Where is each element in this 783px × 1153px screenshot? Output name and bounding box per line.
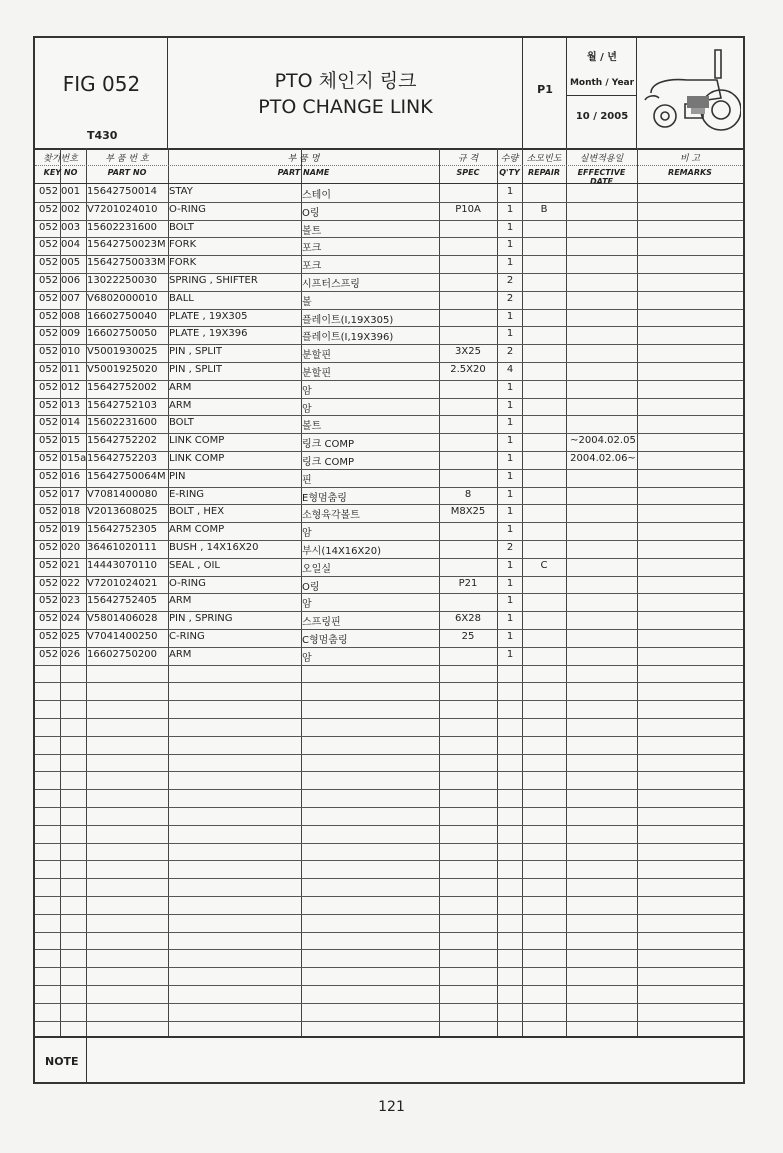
- fig-cell: 052: [39, 488, 59, 500]
- key-no-cell: 011: [61, 364, 81, 375]
- fig-cell: 052: [39, 186, 59, 197]
- repair-cell: B: [540, 203, 548, 215]
- part-name-ko-cell: 암: [302, 385, 312, 397]
- fig-cell: 052: [39, 595, 59, 607]
- fig-cell: 052: [39, 577, 59, 589]
- part-name-ko-cell: 플레이트(I,19X305): [302, 314, 394, 326]
- part-no-cell: V6802000010: [87, 292, 158, 304]
- row-divider: [35, 949, 743, 950]
- key-no-cell: 026: [61, 648, 81, 660]
- table-row: [35, 522, 743, 540]
- row-divider: [35, 771, 743, 772]
- part-name-ko-cell: 링크 COMP: [302, 457, 355, 468]
- month-year-label-ko: 월 / 년: [587, 52, 617, 63]
- title-korean: PTO 체인지 링크: [274, 70, 417, 92]
- table-row: [35, 593, 743, 611]
- part-no-cell: V5001925020: [87, 364, 158, 375]
- qty-cell: 2: [506, 275, 514, 286]
- key-no-cell: 015: [61, 435, 81, 447]
- key-no-cell: 024: [61, 613, 81, 625]
- column-header-ko: 수량: [500, 154, 519, 164]
- table-row: [35, 540, 743, 558]
- qty-cell: 1: [506, 328, 514, 340]
- fig-cell: 052: [39, 328, 59, 340]
- key-no-cell: 019: [61, 524, 81, 536]
- page-cell: [523, 38, 567, 148]
- qty-cell: 1: [506, 506, 514, 518]
- part-name-en-cell: PIN , SPLIT: [169, 364, 223, 375]
- header-subdivider: [35, 165, 743, 166]
- table-row: [35, 576, 743, 594]
- part-no-cell: V7041400250: [87, 631, 158, 642]
- key-no-cell: 020: [61, 542, 81, 553]
- part-no-cell: 15642750014: [87, 186, 157, 197]
- qty-cell: 1: [506, 470, 514, 482]
- column-header: [522, 148, 566, 184]
- qty-cell: 1: [506, 631, 514, 642]
- table-row: [35, 220, 743, 238]
- part-no-cell: V7201024010: [87, 203, 158, 215]
- column-header: [637, 148, 743, 184]
- key-no-cell: 013: [61, 399, 81, 411]
- part-name-ko-cell: 부시(14X16X20): [302, 546, 381, 557]
- fig-cell: 052: [39, 346, 59, 358]
- part-name-ko-cell: 플레이트(I,19X396): [302, 332, 394, 344]
- table-row: [35, 291, 743, 309]
- title-cell: [168, 38, 523, 148]
- column-header-ko: 소모빈도: [526, 154, 562, 164]
- table-row: [35, 237, 743, 255]
- row-divider: [35, 1003, 743, 1004]
- fig-cell: 052: [39, 417, 59, 429]
- row-divider: [35, 932, 743, 933]
- qty-cell: 1: [506, 399, 514, 411]
- column-header-ko: 규 격: [457, 154, 479, 164]
- qty-cell: 2: [506, 346, 514, 358]
- part-name-en-cell: LINK COMP: [169, 435, 225, 447]
- column-header-en: SPEC: [456, 168, 480, 177]
- table-row: [35, 611, 743, 629]
- fig-cell: 052: [39, 399, 59, 411]
- column-header-en: PART NAME: [277, 168, 330, 177]
- row-divider: [35, 967, 743, 968]
- part-name-en-cell: BUSH , 14X16X20: [169, 542, 259, 553]
- key-no-cell: 015a: [61, 453, 87, 464]
- key-no-cell: 021: [61, 559, 81, 571]
- parts-table: [35, 148, 743, 1036]
- key-no-cell: 022: [61, 577, 81, 589]
- column-header-ko: 부 품 명: [287, 154, 320, 164]
- part-no-cell: 15642752305: [87, 524, 157, 536]
- qty-cell: 1: [506, 203, 514, 215]
- key-no-cell: 004: [61, 239, 81, 251]
- part-name-ko-cell: 암: [302, 599, 312, 611]
- key-no-cell: 016: [61, 470, 81, 482]
- qty-cell: 1: [506, 186, 514, 197]
- part-name-en-cell: PIN: [169, 470, 186, 482]
- part-no-cell: 15642752103: [87, 399, 157, 411]
- part-name-en-cell: ARM: [169, 381, 192, 393]
- spec-cell: 25: [461, 631, 475, 642]
- key-no-cell: 009: [61, 328, 81, 340]
- fig-cell: 052: [39, 257, 59, 269]
- part-name-ko-cell: 암: [302, 403, 312, 415]
- fig-cell: 052: [39, 221, 59, 233]
- key-no-cell: 023: [61, 595, 81, 607]
- key-no-cell: 014: [61, 417, 81, 429]
- key-no-cell: 001: [61, 186, 81, 197]
- qty-cell: 1: [506, 381, 514, 393]
- date-cell: [567, 38, 637, 148]
- key-no-cell: 025: [61, 631, 81, 642]
- qty-cell: 1: [506, 239, 514, 251]
- qty-cell: 1: [506, 417, 514, 429]
- part-name-en-cell: SPRING , SHIFTER: [169, 275, 258, 286]
- key-no-cell: 012: [61, 381, 81, 393]
- part-no-cell: V7081400080: [87, 488, 158, 500]
- table-row: [35, 451, 743, 469]
- fig-cell: 052: [39, 453, 59, 464]
- model-number: T430: [87, 129, 118, 142]
- part-no-cell: 15642752203: [87, 453, 157, 464]
- qty-cell: 1: [506, 488, 514, 500]
- tractor-icon: [637, 38, 741, 146]
- part-name-en-cell: PLATE , 19X396: [169, 328, 248, 340]
- row-divider: [35, 825, 743, 826]
- qty-cell: 1: [506, 310, 514, 322]
- table-row: [35, 469, 743, 487]
- table-row: [35, 504, 743, 522]
- part-name-en-cell: PIN , SPRING: [169, 613, 233, 625]
- qty-cell: 1: [506, 453, 514, 464]
- part-no-cell: V7201024021: [87, 577, 158, 589]
- part-name-ko-cell: O링: [302, 581, 320, 593]
- part-no-cell: 16602750050: [87, 328, 157, 340]
- qty-cell: 1: [506, 524, 514, 536]
- fig-cell: 052: [39, 435, 59, 447]
- part-no-cell: 15642750033M: [87, 257, 166, 269]
- part-name-ko-cell: O링: [302, 207, 320, 219]
- column-header: [566, 148, 637, 184]
- part-name-en-cell: BOLT: [169, 417, 194, 429]
- fig-cell: 052: [39, 542, 59, 553]
- spec-cell: P21: [458, 577, 478, 589]
- fig-cell: 052: [39, 506, 59, 518]
- part-name-ko-cell: 시프터스프링: [302, 279, 360, 290]
- note-label: NOTE: [45, 1055, 79, 1068]
- part-no-cell: 15602231600: [87, 221, 157, 233]
- part-name-en-cell: ARM: [169, 399, 192, 411]
- part-name-ko-cell: 볼트: [302, 421, 322, 433]
- table-row: [35, 362, 743, 380]
- part-no-cell: 13022250030: [87, 275, 157, 286]
- part-name-en-cell: ARM COMP: [169, 524, 225, 536]
- column-header: [168, 148, 439, 184]
- part-no-cell: 15642752405: [87, 595, 157, 607]
- part-name-en-cell: E-RING: [169, 488, 205, 500]
- part-name-en-cell: PIN , SPLIT: [169, 346, 223, 358]
- table-row: [35, 202, 743, 220]
- issue-date: 10 / 2005: [575, 111, 629, 122]
- column-header: [497, 148, 522, 184]
- table-row: [35, 558, 743, 576]
- part-name-en-cell: STAY: [169, 186, 193, 197]
- part-name-ko-cell: 분할핀: [302, 368, 331, 379]
- part-name-ko-cell: 분할핀: [302, 350, 331, 362]
- part-name-en-cell: BOLT: [169, 221, 194, 233]
- part-no-cell: 15642750064M: [87, 470, 166, 482]
- column-header-en: PART NO: [107, 168, 147, 177]
- row-divider: [35, 665, 743, 666]
- part-name-ko-cell: 암: [302, 528, 312, 540]
- fig-cell: 052: [39, 524, 59, 536]
- row-divider: [35, 807, 743, 808]
- qty-cell: 1: [506, 595, 514, 607]
- qty-cell: 4: [506, 364, 514, 375]
- month-year-label-en: Month / Year: [569, 78, 635, 88]
- key-no-cell: 006: [61, 275, 81, 286]
- key-no-cell: 002: [61, 203, 81, 215]
- spec-cell: 8: [464, 488, 472, 500]
- spec-cell: 2.5X20: [450, 364, 486, 375]
- part-name-ko-cell: 포크: [302, 261, 322, 273]
- qty-cell: 2: [506, 542, 514, 553]
- key-no-cell: 008: [61, 310, 81, 322]
- row-divider: [35, 843, 743, 844]
- part-name-en-cell: SEAL , OIL: [169, 559, 221, 571]
- part-name-ko-cell: C형멈춤링: [302, 635, 348, 646]
- key-no-cell: 010: [61, 346, 81, 358]
- page-code: P1: [537, 83, 553, 96]
- part-name-en-cell: LINK COMP: [169, 453, 225, 464]
- row-divider: [35, 914, 743, 915]
- row-divider: [35, 985, 743, 986]
- fig-cell: 052: [39, 310, 59, 322]
- part-name-en-cell: BOLT , HEX: [169, 506, 225, 518]
- part-name-en-cell: FORK: [169, 239, 197, 251]
- fig-cell: 052: [39, 631, 59, 642]
- fig-cell: 052: [39, 613, 59, 625]
- key-no-cell: 018: [61, 506, 81, 518]
- part-no-cell: 14443070110: [87, 559, 157, 571]
- part-no-cell: 16602750200: [87, 648, 157, 660]
- row-divider: [35, 700, 743, 701]
- part-name-ko-cell: 핀: [302, 474, 312, 486]
- page-number: 121: [378, 1099, 405, 1115]
- part-no-cell: V5001930025: [87, 346, 158, 358]
- fig-cell: 052: [39, 203, 59, 215]
- fig-cell: 052: [39, 648, 59, 660]
- column-header-en: KEY NO: [43, 168, 78, 177]
- fig-cell: 052: [39, 364, 59, 375]
- row-divider: [35, 736, 743, 737]
- part-name-ko-cell: 볼: [302, 296, 312, 308]
- column-header-ko: 부 품 번 호: [105, 154, 149, 164]
- qty-cell: 1: [506, 577, 514, 589]
- table-row: [35, 184, 743, 202]
- part-name-ko-cell: 오일실: [302, 563, 331, 575]
- part-no-cell: 16602750040: [87, 310, 157, 322]
- spec-cell: M8X25: [450, 506, 486, 518]
- column-header-en: REPAIR: [527, 168, 561, 177]
- qty-cell: 1: [506, 648, 514, 660]
- part-no-cell: 15642750023M: [87, 239, 166, 251]
- table-row: [35, 344, 743, 362]
- column-header-en: EFFECTIVE DATE: [577, 168, 626, 186]
- part-no-cell: V5801406028: [87, 613, 158, 625]
- key-no-cell: 017: [61, 488, 81, 500]
- row-divider: [35, 754, 743, 755]
- qty-cell: 1: [506, 221, 514, 233]
- part-name-en-cell: O-RING: [169, 577, 206, 589]
- key-no-cell: 007: [61, 292, 81, 304]
- figure-cell: [35, 38, 168, 148]
- column-header: [35, 148, 86, 184]
- part-name-ko-cell: 스테이: [302, 190, 331, 201]
- column-header-en: REMARKS: [668, 168, 712, 177]
- column-header-ko: 실변적용일: [579, 154, 624, 164]
- fig-cell: 052: [39, 559, 59, 571]
- part-no-cell: 15642752202: [87, 435, 157, 447]
- key-no-cell: 005: [61, 257, 81, 269]
- note-label-cell: [35, 1038, 87, 1084]
- column-header: [439, 148, 497, 184]
- tractor-illustration: [637, 38, 743, 148]
- title-english: PTO CHANGE LINK: [258, 96, 433, 118]
- part-name-ko-cell: 포크: [302, 243, 322, 255]
- part-name-en-cell: O-RING: [169, 203, 206, 215]
- repair-cell: C: [540, 559, 548, 571]
- sheet-header: [35, 38, 743, 150]
- qty-cell: 1: [506, 257, 514, 269]
- part-name-ko-cell: 볼트: [302, 225, 322, 237]
- effective-date-cell: 2004.02.06~: [570, 453, 636, 464]
- fig-cell: 052: [39, 292, 59, 304]
- part-name-ko-cell: 링크 COMP: [302, 439, 355, 451]
- column-header-ko: 비 고: [679, 154, 701, 164]
- table-row: [35, 380, 743, 398]
- part-name-en-cell: BALL: [169, 292, 194, 304]
- row-divider: [35, 1021, 743, 1022]
- figure-number: FIG 052: [62, 72, 141, 96]
- table-row: [35, 326, 743, 344]
- part-name-en-cell: FORK: [169, 257, 197, 269]
- table-row: [35, 255, 743, 273]
- qty-cell: 2: [506, 292, 514, 304]
- divider: [567, 95, 637, 96]
- fig-cell: 052: [39, 239, 59, 251]
- column-header-en: Q'TY: [499, 168, 520, 177]
- part-name-en-cell: ARM: [169, 595, 192, 607]
- row-divider: [35, 878, 743, 879]
- spec-cell: 3X25: [455, 346, 481, 358]
- table-row: [35, 647, 743, 665]
- part-no-cell: 15642752002: [87, 381, 157, 393]
- column-header-ko: 찾기번호: [43, 154, 78, 164]
- part-name-en-cell: ARM: [169, 648, 192, 660]
- note-section: [35, 1036, 743, 1084]
- qty-cell: 1: [506, 559, 514, 571]
- spec-cell: P10A: [455, 203, 481, 215]
- qty-cell: 1: [506, 613, 514, 625]
- row-divider: [35, 896, 743, 897]
- part-no-cell: 15602231600: [87, 417, 157, 429]
- key-no-cell: 003: [61, 221, 81, 233]
- part-name-ko-cell: E형멈춤링: [302, 492, 347, 504]
- table-row: [35, 487, 743, 505]
- part-name-en-cell: PLATE , 19X305: [169, 310, 248, 322]
- fig-cell: 052: [39, 275, 59, 286]
- table-row: [35, 309, 743, 327]
- effective-date-cell: ~2004.02.05: [570, 435, 636, 447]
- row-divider: [35, 718, 743, 719]
- parts-sheet: [33, 36, 745, 1084]
- fig-cell: 052: [39, 381, 59, 393]
- spec-cell: 6X28: [455, 613, 481, 625]
- table-row: [35, 433, 743, 451]
- row-divider: [35, 860, 743, 861]
- table-row: [35, 629, 743, 647]
- column-header: [86, 148, 168, 184]
- part-no-cell: V2013608025: [87, 506, 158, 518]
- table-row: [35, 398, 743, 416]
- part-no-cell: 36461020111: [87, 542, 157, 553]
- row-divider: [35, 682, 743, 683]
- part-name-ko-cell: 소형육각볼트: [302, 510, 360, 522]
- table-row: [35, 415, 743, 433]
- part-name-ko-cell: 스프링핀: [302, 617, 341, 629]
- part-name-ko-cell: 암: [302, 652, 312, 664]
- table-row: [35, 273, 743, 291]
- qty-cell: 1: [506, 435, 514, 447]
- fig-cell: 052: [39, 470, 59, 482]
- part-name-en-cell: C-RING: [169, 631, 205, 642]
- row-divider: [35, 789, 743, 790]
